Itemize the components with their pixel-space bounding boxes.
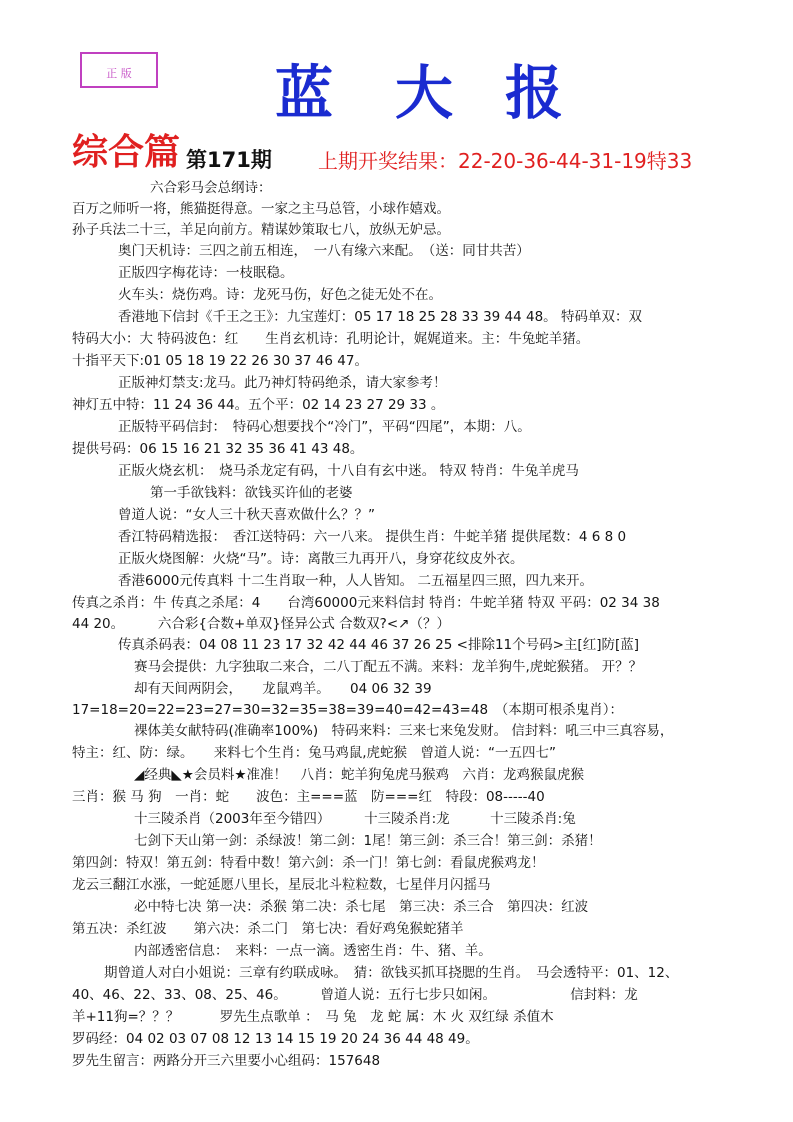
text-line: 十三陵杀肖（2003年至今错四） 十三陵杀肖:龙 十三陵杀肖:兔 — [134, 811, 576, 827]
text-line: 特码大小：大 特码波色：红 生肖玄机诗：孔明论计，娓娓道来。主：牛兔蛇羊猪。 — [72, 331, 590, 347]
text-line: 正版火烧图解：火烧“马”。诗：离散三九再开八，身穿花纹皮外衣。 — [118, 551, 524, 567]
title-char-3: 报 — [505, 59, 564, 127]
text-line: 特主：红、防：绿。 来料七个生肖：兔马鸡鼠,虎蛇猴 曾道人说：“一五四七” — [72, 745, 557, 761]
text-line: 奥门天机诗：三四之前五相连， 一八有缘六来配。 （送：同甘共苦） — [118, 243, 530, 259]
text-line: 期曾道人对白小姐说：三章有约联成咏。 猜：欲钱买抓耳挠腮的生肖。 马会透特平：01、12、 — [104, 965, 679, 981]
text-line: 传真杀码表：04 08 11 23 17 32 42 44 46 37 26 25 <排除11个号码>主[红]防[蓝] — [118, 637, 640, 653]
text-line: 香江特码精选报： 香江送特码：六一八来。 提供生肖：牛蛇羊猪 提供尾数：4 6 8 0 — [118, 529, 627, 545]
text-line: 火车头：烧伤鸡。诗：龙死马伤，好色之徒无处不在。 — [118, 287, 442, 303]
text-line: 赛马会提供：九字独取二来合，二八丁配五不满。来料：龙羊狗牛,虎蛇猴猪。 开？？ — [134, 659, 643, 675]
text-line: 内部透密信息： 来料：一点一滴。透密生肖：牛、猪、羊。 — [134, 943, 492, 959]
text-line: 七剑下天山第一剑：杀绿波！第二剑：1尾！第三剑：杀三合！第三剑：杀猪！ — [134, 833, 602, 849]
text-line: 17=18=20=22=23=27=30=32=35=38=39=40=42=43=48 （本期可根杀鬼肖）： — [72, 702, 624, 718]
text-line: 六合彩马会总纲诗： — [150, 180, 272, 196]
text-line: 裸体美女献特码(准确率100%) 特码来料：三来七来兔发财。 信封料：吼三中三真容易， — [134, 723, 674, 739]
title-char-1: 蓝 — [275, 59, 334, 127]
text-line: ◢经典◣★会员料★准准！ 八肖：蛇羊狗兔虎马猴鸡 六肖：龙鸡猴鼠虎猴 — [134, 767, 584, 783]
text-line: 44 20。 六合彩{合数+单双}怪异公式 合数双?<↗（？） — [72, 616, 450, 632]
text-line: 龙云三翻江水涨，一蛇延愿八里长，星辰北斗粒粒数，七星伴月闪摇马 — [72, 877, 491, 893]
text-line: 传真之杀肖：牛 传真之杀尾：4 台湾60000元来料信封 特肖：牛蛇羊猪 特双 平码：02 34 38 — [72, 595, 660, 611]
text-line: 羊+11狗=？？？ 罗先生点歌单 ： 马 兔 龙 蛇 属：木 火 双红绿 杀值木 — [72, 1009, 554, 1025]
title-char-2: 大 — [395, 59, 454, 127]
text-line: 百万之师听一将，熊猫挺得意。一家之主马总管，小球作嬉戏。 — [72, 201, 450, 217]
text-line: 香港6000元传真料 十二生肖取一种，人人皆知。 二五福星四三照，四九来开。 — [118, 573, 593, 589]
text-line: 三肖：猴 马 狗 一肖：蛇 波色：主===蓝 防===红 特段：08-----40 — [72, 789, 545, 805]
text-line: 神灯五中特：11 24 36 44。五个平：02 14 23 27 29 33 。 — [72, 397, 445, 413]
text-line: 香港地下信封《千王之王》：九宝莲灯：05 17 18 25 28 33 39 44 48。 特码单双：双 — [118, 309, 642, 325]
text-line: 正版四字梅花诗：一枝眠稳。 — [118, 265, 294, 281]
text-line: 孙子兵法二十三，羊足向前方。精谋妙策取七八，放纵无妒忌。 — [72, 222, 450, 238]
text-line: 正版特平码信封： 特码心想要找个“冷门”，平码“四尾”，本期：八。 — [118, 419, 531, 435]
text-line: 必中特七决 第一决：杀猴 第二决：杀七尾 第三决：杀三合 第四决：红波 — [134, 899, 589, 915]
text-line: 40、46、22、33、08、25、46。 曾道人说：五行七步只如闲。 信封料：龙 — [72, 987, 638, 1003]
page-title — [275, 58, 575, 128]
text-line: 十指平天下:01 05 18 19 22 26 30 37 46 47。 — [72, 353, 368, 369]
text-line: 正版神灯禁支:龙马。此乃神灯特码绝杀，请大家参考！ — [118, 375, 447, 391]
text-line: 第四剑：特双！第五剑：特看中数！第六剑：杀一门！第七剑：看鼠虎猴鸡龙！ — [72, 855, 545, 871]
text-line: 提供号码：06 15 16 21 32 35 36 41 43 48。 — [72, 441, 364, 457]
text-line: 罗先生留言：两路分开三六里要小心组码：157648 — [72, 1053, 381, 1069]
stamp-badge: 正 版 — [80, 52, 158, 88]
last-result: 上期开奖结果：22-20-36-44-31-19特33 — [318, 149, 693, 173]
section-heading: 综合篇 — [72, 131, 181, 173]
text-line: 第五决：杀红波 第六决：杀二门 第七决：看好鸡兔猴蛇猪羊 — [72, 921, 464, 937]
text-line: 第一手欲钱料：欲钱买许仙的老婆 — [150, 485, 353, 501]
text-line: 曾道人说：“女人三十秋天喜欢做什么？？” — [118, 507, 375, 523]
text-line: 正版火烧玄机： 烧马杀龙定有码，十八自有玄中迷。 特双 特肖：牛兔羊虎马 — [118, 463, 579, 479]
issue-number: 第171期 — [186, 148, 272, 172]
text-line: 罗码经：04 02 03 07 08 12 13 14 15 19 20 24 36 44 48 49。 — [72, 1031, 479, 1047]
text-line: 却有天间两阴会， 龙鼠鸡羊。 04 06 32 39 — [134, 681, 432, 697]
